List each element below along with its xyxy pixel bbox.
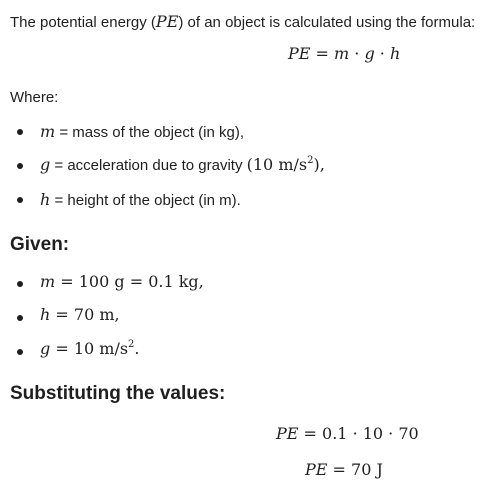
intro-paragraph: [10, 12, 475, 33]
substitution-formula: PE = 0.1 · 10 · 70: [276, 424, 419, 443]
given-mass: m = 100 g = 0.1 kg,: [40, 272, 204, 291]
symbol-h: h: [40, 190, 51, 209]
definition-gravity-text: = acceleration due to gravity: [50, 157, 247, 174]
bullet: [17, 163, 23, 169]
bullet: [17, 129, 23, 135]
intro-text-before: The potential energy (: [10, 14, 156, 31]
definition-height-text: = height of the object (in m).: [50, 192, 241, 209]
bullet: [17, 197, 23, 203]
symbol-g: g: [40, 155, 51, 174]
gravity-value: (10 $m/s^2$),: [246, 154, 325, 174]
definition-mass: [40, 122, 244, 143]
pe-symbol: PE: [155, 12, 179, 31]
symbol-m: m: [40, 122, 56, 141]
bullet: [17, 349, 23, 355]
definition-height: [40, 190, 241, 211]
given-gravity: g = 10 $m/s^2$.: [40, 338, 140, 358]
bullet: [17, 281, 23, 287]
definition-gravity: [40, 155, 325, 176]
given-heading: Given:: [10, 234, 70, 255]
definition-mass-text: = mass of the object (in kg),: [55, 124, 245, 141]
given-height: h = 70 m,: [40, 305, 120, 324]
bullet: [17, 315, 23, 321]
substituting-heading: Substituting the values:: [10, 383, 226, 404]
main-formula: PE = m · g · h: [288, 44, 401, 63]
intro-text-after: ) of an object is calculated using the formula:: [178, 14, 476, 31]
result-formula: PE = 70 J: [305, 460, 383, 479]
where-label: Where:: [10, 89, 59, 106]
